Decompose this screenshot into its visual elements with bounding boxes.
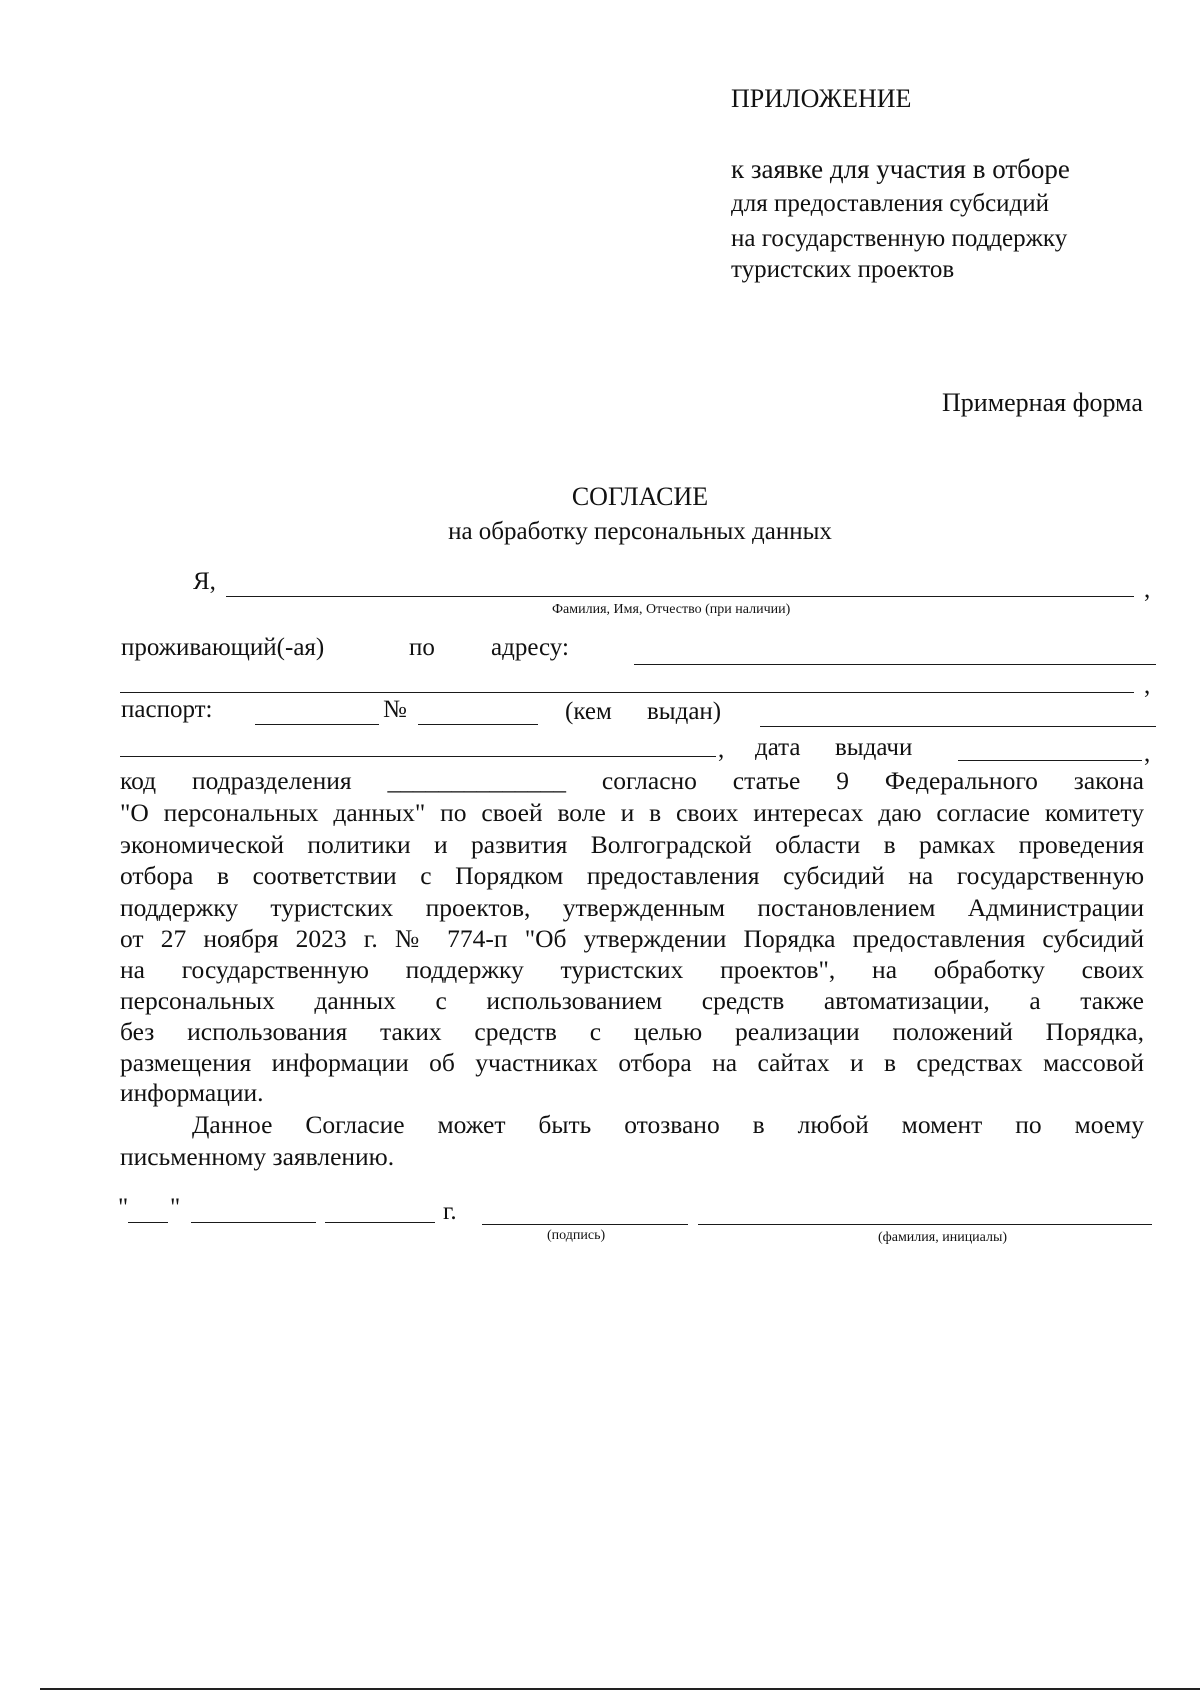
date-open-quote: " bbox=[118, 1194, 129, 1221]
name-caption: (фамилия, инициалы) bbox=[878, 1230, 1008, 1245]
issue-date-comma: , bbox=[1144, 740, 1151, 767]
appendix-line-4: туристских проектов bbox=[731, 256, 955, 283]
passport-series-line[interactable] bbox=[255, 724, 379, 725]
date-day-line[interactable] bbox=[128, 1222, 168, 1223]
year-suffix: г. bbox=[443, 1198, 457, 1225]
date-year-line[interactable] bbox=[325, 1222, 435, 1223]
fio-caption: Фамилия, Имя, Отчество (при наличии) bbox=[552, 602, 791, 617]
passport-label: паспорт: bbox=[121, 696, 213, 723]
issue-date-field-line[interactable] bbox=[958, 760, 1142, 761]
appendix-line-1: к заявке для участия в отборе bbox=[731, 154, 1070, 184]
body-line-6: от 27 ноября 2023 г. № 774-п "Об утверждении Порядка предоставления субсидий bbox=[120, 924, 1144, 953]
name-field-line[interactable] bbox=[698, 1224, 1152, 1225]
body-line-3: экономической политики и развития Волгоградской области в рамках проведения bbox=[120, 830, 1144, 859]
body-line-5: поддержку туристских проектов, утвержденным постановлением Администрации bbox=[120, 893, 1144, 922]
i-label: Я, bbox=[193, 568, 216, 595]
body-line-10: размещения информации об участниках отбора на сайтах и в средствах массовой bbox=[120, 1048, 1144, 1077]
appendix-heading: ПРИЛОЖЕНИЕ bbox=[731, 84, 912, 113]
address-word-3: адресу: bbox=[491, 634, 569, 661]
body-line-7: на государственную поддержку туристских проектов", на обработку своих bbox=[120, 955, 1144, 984]
signature-field-line[interactable] bbox=[482, 1224, 688, 1225]
issue-date-word-1: дата bbox=[755, 734, 801, 761]
address-word-2: по bbox=[409, 634, 435, 661]
appendix-line-2: для предоставления субсидий bbox=[731, 190, 1050, 217]
address-word-1: проживающий(-ая) bbox=[121, 634, 325, 661]
form-type-label: Примерная форма bbox=[942, 388, 1143, 417]
issued-by-word-1: (кем bbox=[565, 698, 612, 725]
passport-number-line[interactable] bbox=[418, 724, 538, 725]
page-bottom-rule bbox=[40, 1688, 1200, 1690]
revoke-line-1: Данное Согласие может быть отозвано в любой момент по моему bbox=[192, 1110, 1144, 1139]
issued-by-field-line[interactable] bbox=[760, 726, 1156, 727]
issue-date-word-2: выдачи bbox=[835, 734, 913, 761]
fio-comma: , bbox=[1144, 576, 1151, 603]
body-line-1: код подразделения ______________ согласно статье 9 Федерального закона bbox=[120, 766, 1144, 795]
address-field-line-2[interactable] bbox=[120, 692, 1134, 693]
body-line-9: без использования таких средств с целью реализации положений Порядка, bbox=[120, 1017, 1144, 1046]
address-field-line[interactable] bbox=[634, 664, 1156, 665]
date-close-quote: " bbox=[170, 1194, 181, 1221]
issued-by-field-line-2[interactable] bbox=[120, 756, 716, 757]
body-line-8: персональных данных с использованием средств автоматизации, а также bbox=[120, 986, 1144, 1015]
issued-by-word-2: выдан) bbox=[647, 698, 722, 725]
signature-caption: (подпись) bbox=[547, 1228, 606, 1243]
document-title: СОГЛАСИЕ bbox=[571, 482, 709, 511]
body-line-2: "О персональных данных" по своей воле и в своих интересах даю согласие комитету bbox=[120, 798, 1144, 827]
document-subtitle: на обработку персональных данных bbox=[448, 518, 832, 545]
body-line-last: информации. bbox=[120, 1078, 264, 1107]
issued-by-comma: , bbox=[718, 736, 725, 763]
address-comma: , bbox=[1144, 672, 1151, 699]
number-sign: № bbox=[383, 696, 407, 723]
fio-field-line[interactable] bbox=[226, 596, 1134, 597]
body-line-4: отбора в соответствии с Порядком предоставления субсидий на государственную bbox=[120, 861, 1144, 890]
date-month-line[interactable] bbox=[191, 1222, 316, 1223]
revoke-line-2: письменному заявлению. bbox=[120, 1142, 395, 1171]
appendix-line-3: на государственную поддержку bbox=[731, 225, 1068, 252]
